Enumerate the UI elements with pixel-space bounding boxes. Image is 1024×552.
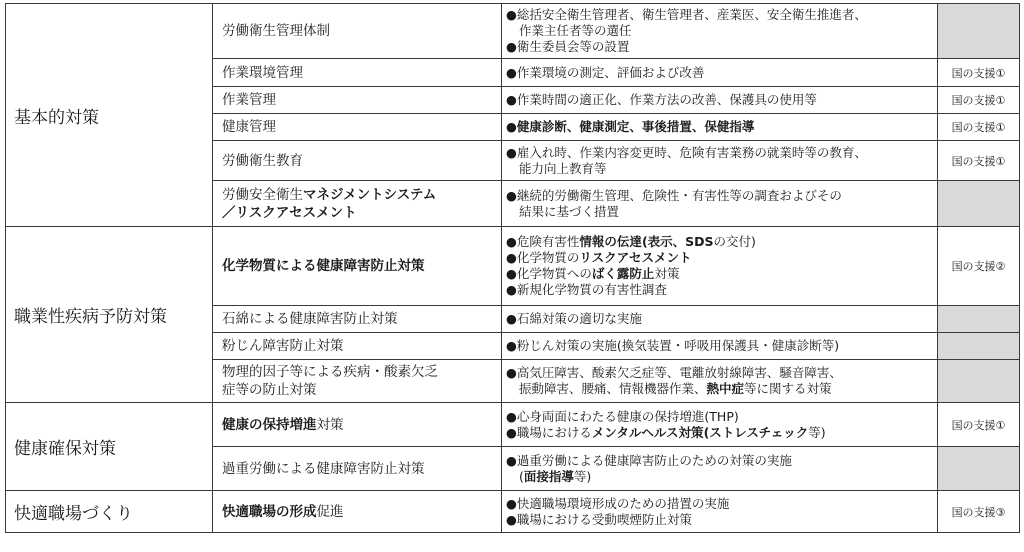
support-cell (938, 447, 1020, 491)
table-row (6, 227, 1020, 306)
measure-line (506, 161, 937, 177)
text-segment: 対策 (654, 266, 680, 281)
measures-cell (502, 447, 938, 491)
measure-line (506, 496, 937, 512)
measure-line (506, 512, 937, 528)
text-segment: 等に関する対策 (744, 381, 832, 396)
category-basic: 基本的対策 (6, 4, 213, 227)
measure-line (506, 39, 937, 55)
measures-cell (502, 141, 938, 181)
text-segment: (表示、SDS (641, 234, 714, 249)
item-cell (213, 87, 502, 114)
text-segment: ●過重労働による健康障害防止のための対策の実施 (506, 452, 792, 468)
item-cell (213, 333, 502, 360)
measures-cell (502, 491, 938, 533)
measure-line (506, 119, 937, 135)
measure-line (506, 250, 937, 266)
text-segment: ● (506, 119, 517, 134)
measures-cell (502, 181, 938, 227)
text-segment: 促進 (316, 503, 344, 520)
support-cell: 国の支援③ (938, 491, 1020, 533)
text-segment: ●雇入れ時、作業内容変更時、危険有害業務の就業時等の教育、 (506, 144, 867, 160)
text-segment: 労働衛生管理体制 (222, 23, 330, 39)
text-segment: 快適職場の形成 (222, 503, 317, 520)
measure-line (506, 204, 937, 220)
text-segment: ●危険有害性 (506, 234, 580, 249)
text-segment: ●化学物質への (506, 266, 592, 281)
table-row (6, 4, 1020, 59)
item-cell (213, 306, 502, 333)
text-segment: 等) (808, 424, 826, 440)
item-cell (213, 403, 502, 447)
measure-line (506, 188, 937, 204)
measure-line (506, 425, 937, 441)
support-cell: 国の支援① (938, 59, 1020, 87)
text-segment: 作業環境管理 (222, 64, 303, 81)
support-cell: 国の支援① (938, 87, 1020, 114)
text-segment: 労働安全衛生 (222, 186, 303, 203)
support-cell (938, 4, 1020, 59)
text-segment: 熱中症 (706, 381, 745, 396)
text-segment: 対策 (316, 416, 344, 433)
text-segment: ●石綿対策の適切な実施 (506, 311, 642, 326)
text-segment: ●心身両面にわたる健康の保持増進(THP) (506, 408, 739, 424)
text-segment: ●総括安全衛生管理者、衛生管理者、産業医、安全衛生推進者、 (506, 7, 867, 22)
text-segment: ●作業環境の測定、評価および改善 (506, 64, 705, 80)
item-cell (213, 114, 502, 141)
table-row (6, 491, 1020, 533)
text-segment: ●化学物質の (506, 250, 580, 265)
measures-cell (502, 360, 938, 403)
item-cell (213, 4, 502, 59)
text-segment: 健康管理 (222, 119, 276, 135)
text-segment: ●高気圧障害、酸素欠乏症等、電離放射線障害、騒音障害、 (506, 365, 842, 380)
text-segment: ●粉じん対策の実施(換気装置・呼吸用保護具・健康診断等) (506, 338, 840, 353)
text-segment: 症等の防止対策 (222, 382, 317, 398)
item-cell (213, 181, 502, 227)
text-segment: 粉じん障害防止対策 (222, 338, 344, 354)
measure-line (506, 7, 937, 23)
item-cell (213, 59, 502, 87)
measure-line (506, 23, 937, 39)
measures-cell (502, 403, 938, 447)
measures-table-wrapper (5, 3, 1020, 533)
text-segment: 物理的因子等による疾病・酸素欠乏 (222, 364, 438, 380)
text-segment: メンタルヘルス対策 (591, 424, 704, 440)
measure-line (506, 338, 937, 354)
support-cell: 国の支援① (938, 403, 1020, 447)
text-segment: 情報の伝達 (579, 234, 642, 249)
measures-cell (502, 59, 938, 87)
text-segment: ●継続的労働衛生管理、危険性・有害性等の調査およびその (506, 187, 842, 203)
measure-line (506, 65, 937, 81)
occupational-health-measures-table (5, 3, 1020, 533)
item-cell (213, 491, 502, 533)
text-segment: ●快適職場環境形成のための措置の実施 (506, 495, 730, 511)
text-segment: ばく露防止 (591, 266, 655, 281)
measure-line (506, 145, 937, 161)
measure-line (506, 282, 937, 298)
text-segment: 健康の保持増進 (222, 416, 317, 433)
text-segment: 過重労働による健康障害防止対策 (222, 460, 425, 477)
text-segment: 面接指導 (523, 468, 574, 484)
text-segment: 能力向上教育等 (519, 160, 607, 176)
measure-line (506, 234, 937, 250)
measures-cell (502, 306, 938, 333)
measures-cell (502, 333, 938, 360)
text-segment: 労働衛生教育 (222, 152, 303, 169)
text-segment: 健康診断、健康測定、事後措置、保健指導 (516, 119, 755, 134)
support-cell (938, 306, 1020, 333)
measure-line (506, 92, 937, 108)
text-segment: 作業管理 (222, 92, 276, 108)
measure-line (506, 381, 937, 397)
item-cell (213, 360, 502, 403)
support-cell: 国の支援② (938, 227, 1020, 306)
support-cell (938, 181, 1020, 227)
measures-cell (502, 227, 938, 306)
text-segment: の交付) (713, 234, 756, 249)
item-cell (213, 141, 502, 181)
category-health: 健康確保対策 (6, 403, 213, 491)
text-segment: (ストレスチェック (703, 424, 809, 440)
text-segment: 振動障害、腰痛、情報機器作業、 (519, 381, 707, 396)
measures-cell (502, 4, 938, 59)
text-segment: ●職場における受動喫煙防止対策 (506, 511, 692, 527)
text-segment: リスクアセスメント (579, 250, 692, 265)
item-cell (213, 227, 502, 306)
text-segment: ●作業時間の適正化、作業方法の改善、保護具の使用等 (506, 92, 817, 107)
text-segment: ●新規化学物質の有害性調査 (506, 282, 667, 297)
support-cell: 国の支援① (938, 141, 1020, 181)
measure-line (506, 409, 937, 425)
category-occupational: 職業性疾病予防対策 (6, 227, 213, 403)
measure-line (506, 469, 937, 485)
measures-cell (502, 114, 938, 141)
measure-line (506, 453, 937, 469)
text-segment: 化学物質による健康障害防止対策 (222, 258, 425, 274)
support-cell (938, 360, 1020, 403)
measure-line (506, 311, 937, 327)
text-segment: マネジメントシステム (303, 186, 437, 203)
table-row (6, 403, 1020, 447)
measure-line (506, 266, 937, 282)
text-segment: 結果に基づく措置 (519, 203, 620, 219)
support-cell: 国の支援① (938, 114, 1020, 141)
text-segment: ／リスクアセスメント (222, 204, 357, 221)
text-segment: ( (519, 468, 524, 484)
text-segment: 作業主任者等の選任 (519, 23, 632, 38)
text-segment: 石綿による健康障害防止対策 (222, 311, 398, 327)
category-comfort: 快適職場づくり (6, 491, 213, 533)
text-segment: 等) (573, 468, 592, 484)
measures-cell (502, 87, 938, 114)
text-segment: ●職場における (506, 424, 592, 440)
item-cell (213, 447, 502, 491)
measure-line (506, 365, 937, 381)
text-segment: ●衛生委員会等の設置 (506, 39, 630, 54)
support-cell (938, 333, 1020, 360)
